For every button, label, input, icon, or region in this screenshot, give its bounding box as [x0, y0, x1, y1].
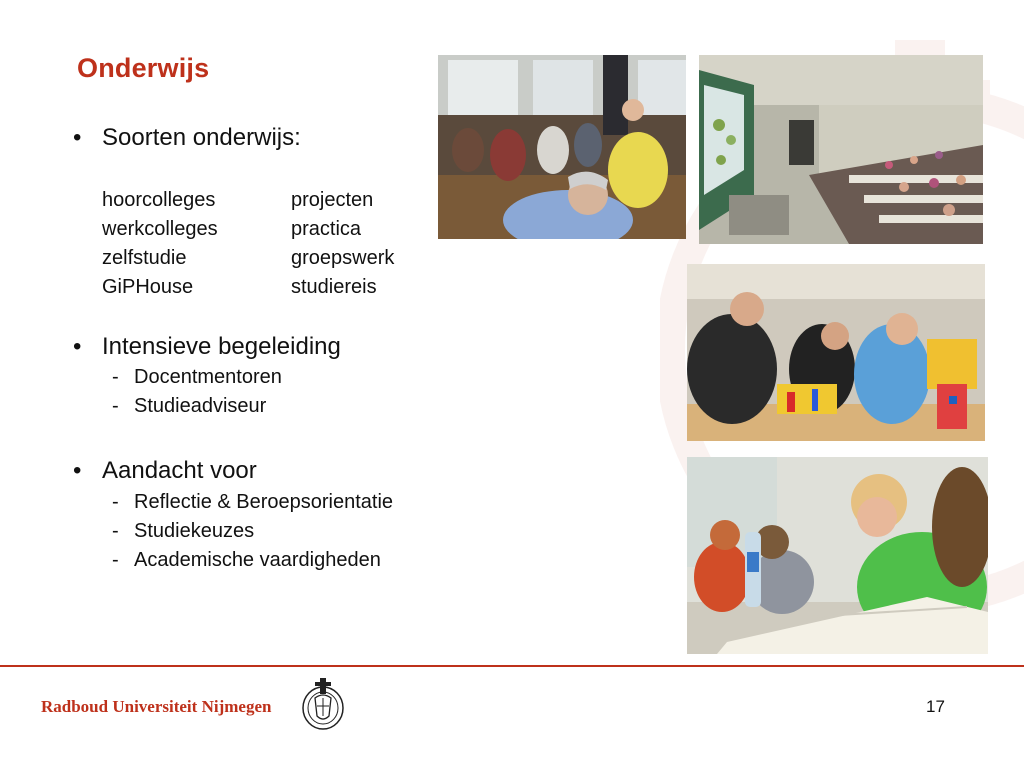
photo-robotics-project	[687, 264, 985, 441]
grid-cell: werkcolleges	[102, 218, 218, 240]
bullet-marker: •	[73, 124, 82, 151]
list-dash: -	[112, 520, 119, 542]
list-item-text: Studiekeuzes	[134, 520, 255, 542]
list-dash: -	[112, 491, 119, 513]
page-number: 17	[926, 697, 945, 716]
education-types-grid	[102, 186, 394, 302]
photo-seminar-discussion	[438, 55, 686, 239]
grid-cell: GiPHouse	[102, 276, 194, 298]
grid-cell: groepswerk	[291, 247, 395, 269]
slide-title: Onderwijs	[77, 53, 210, 83]
list-item-text: Reflectie & Beroepsorientatie	[134, 491, 394, 513]
photo-lecture-hall	[699, 55, 983, 244]
grid-cell: practica	[291, 218, 362, 240]
grid-cell: projecten	[291, 189, 374, 211]
university-logo-text: Radboud Universiteit Nijmegen	[41, 697, 272, 716]
grid-cell: hoorcolleges	[102, 189, 216, 211]
list-dash: -	[112, 395, 119, 417]
grid-row	[102, 186, 394, 215]
grid-row	[102, 273, 394, 302]
list-item-text: Academische vaardigheden	[134, 549, 381, 571]
grid-row	[102, 215, 394, 244]
footer-divider	[0, 665, 1024, 667]
photo-students-studying	[687, 457, 988, 654]
list-dash: -	[112, 549, 119, 571]
bullet-marker: •	[73, 457, 82, 484]
grid-row	[102, 244, 394, 273]
bullet-text: Aandacht voor	[102, 457, 257, 484]
grid-cell: zelfstudie	[102, 247, 187, 269]
bullet-text: Intensieve begeleiding	[102, 333, 341, 360]
grid-cell: studiereis	[291, 276, 377, 298]
bullet-text: Soorten onderwijs:	[102, 124, 301, 151]
bullet-marker: •	[73, 333, 82, 360]
list-item-text: Docentmentoren	[134, 366, 282, 388]
university-seal-icon	[300, 676, 346, 732]
list-item-text: Studieadviseur	[134, 395, 267, 417]
list-dash: -	[112, 366, 119, 388]
